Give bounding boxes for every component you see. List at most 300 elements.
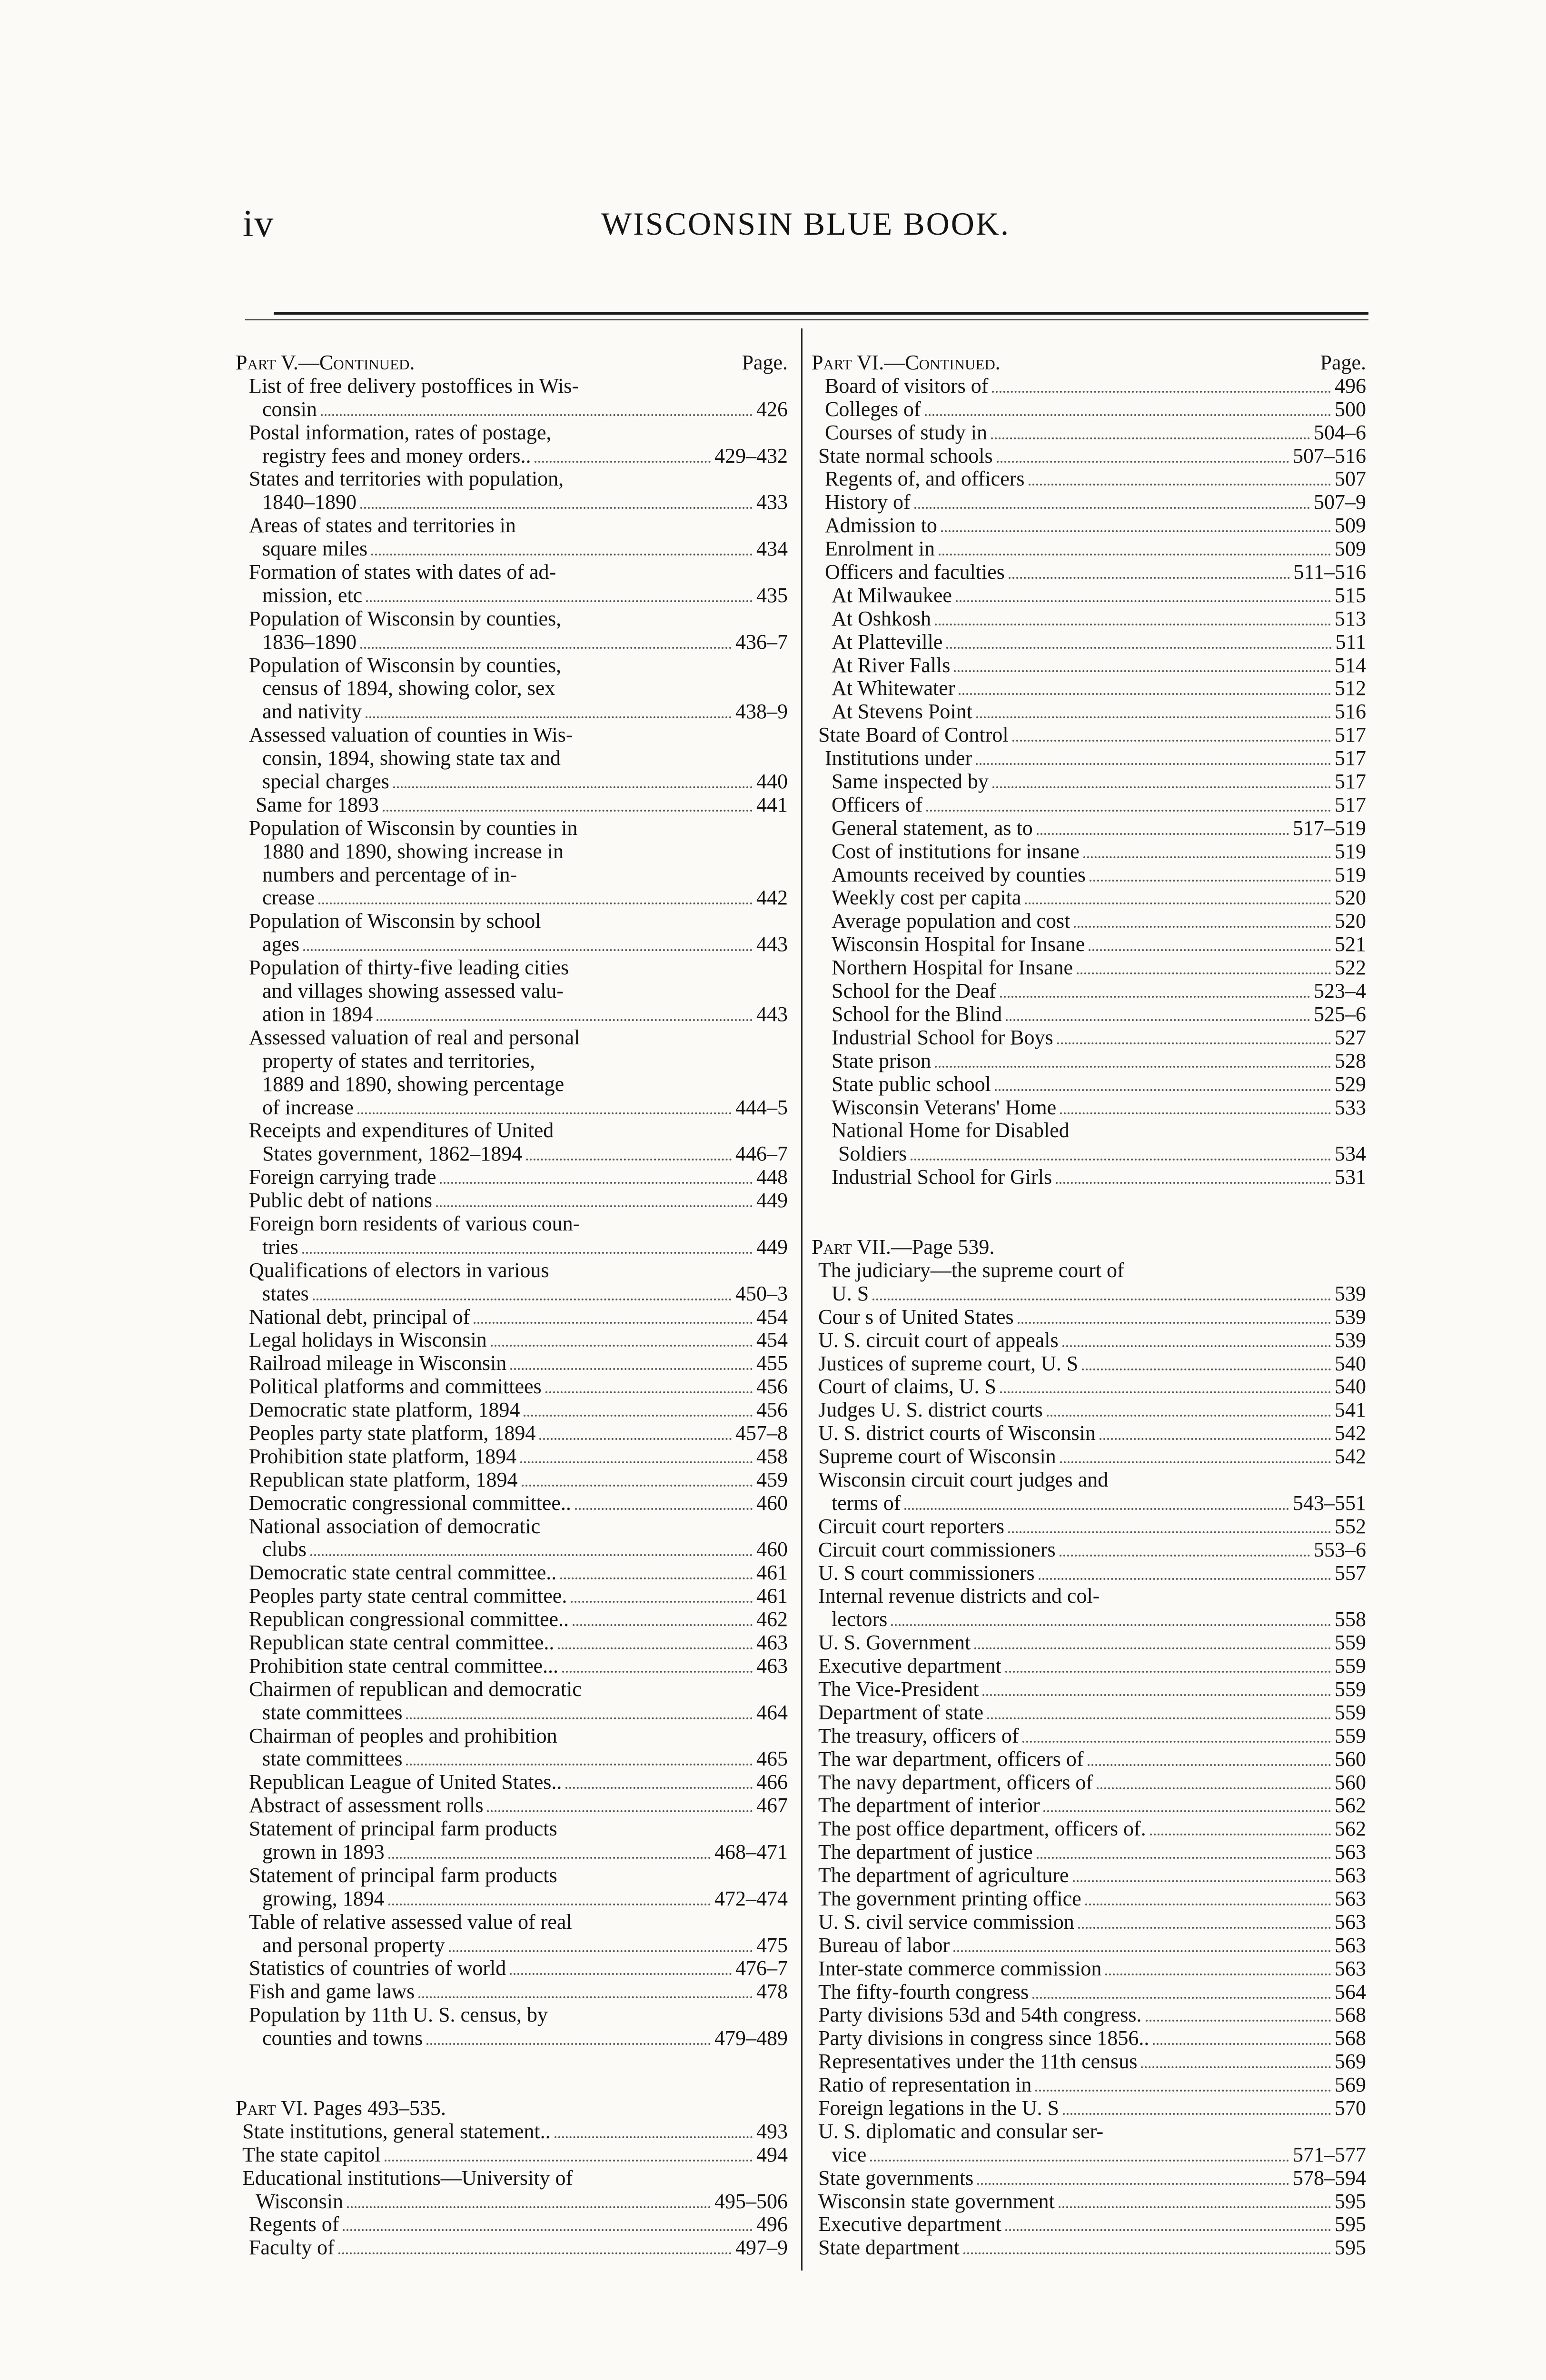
index-entry bbox=[812, 2167, 1366, 2190]
index-entry bbox=[236, 1212, 788, 1236]
entry-text: History of bbox=[825, 490, 911, 514]
page-number: 465 bbox=[756, 1747, 788, 1771]
leader-dots bbox=[1006, 1019, 1310, 1021]
index-entry bbox=[236, 1515, 788, 1538]
index-entry bbox=[812, 2027, 1366, 2050]
index-entry bbox=[236, 793, 788, 817]
entry-text: U. S. civil service commission bbox=[818, 1910, 1074, 1934]
index-entry bbox=[812, 747, 1366, 770]
page-number: 595 bbox=[1335, 2236, 1366, 2260]
entry-text: square miles bbox=[262, 537, 368, 561]
leader-dots bbox=[1039, 1578, 1331, 1580]
entry-text: Same inspected by bbox=[832, 770, 989, 793]
leader-dots bbox=[987, 1717, 1331, 1719]
page-number: 460 bbox=[756, 1537, 788, 1561]
leader-dots bbox=[1060, 1461, 1331, 1463]
page-number: 472–474 bbox=[714, 1886, 788, 1910]
index-entry bbox=[812, 1282, 1366, 1306]
leader-dots bbox=[1062, 1345, 1331, 1347]
index-entry bbox=[236, 1492, 788, 1515]
entry-text: General statement, as to bbox=[832, 816, 1033, 840]
leader-dots bbox=[449, 1950, 753, 1952]
entry-text: 1880 and 1890, showing increase in bbox=[262, 839, 564, 863]
page-number: 523–4 bbox=[1314, 979, 1366, 1003]
index-entry bbox=[812, 1352, 1366, 1376]
page-number: 426 bbox=[756, 397, 788, 421]
entry-text: Colleges of bbox=[825, 397, 921, 421]
entry-text: Board of visitors of bbox=[825, 374, 989, 397]
page-number: 455 bbox=[756, 1351, 788, 1375]
leader-dots bbox=[992, 391, 1331, 393]
leader-dots bbox=[1022, 1741, 1331, 1743]
entry-text: Statistics of countries of world bbox=[249, 1956, 506, 1980]
leader-dots bbox=[982, 1694, 1331, 1696]
page-number: 438–9 bbox=[735, 700, 788, 724]
index-entry bbox=[812, 1608, 1366, 1631]
entry-text: School for the Deaf bbox=[832, 979, 996, 1003]
leader-dots bbox=[388, 1857, 711, 1859]
entry-text: Republican state platform, 1894 bbox=[249, 1468, 518, 1491]
index-entry bbox=[236, 1934, 788, 1957]
page-number: 458 bbox=[756, 1444, 788, 1468]
leader-dots bbox=[366, 716, 732, 718]
leader-dots bbox=[1085, 1904, 1331, 1905]
page-number: 559 bbox=[1335, 1700, 1366, 1724]
page-number: 494 bbox=[756, 2142, 788, 2166]
leader-dots bbox=[388, 1904, 711, 1905]
index-entry bbox=[812, 2190, 1366, 2213]
index-entry bbox=[236, 1887, 788, 1911]
page-number: 539 bbox=[1335, 1305, 1366, 1329]
page-number: 517–519 bbox=[1293, 816, 1366, 840]
leader-dots bbox=[1057, 1042, 1331, 1044]
entry-text: Justices of supreme court, U. S bbox=[818, 1351, 1079, 1375]
index-entry bbox=[236, 1538, 788, 1561]
index-entry bbox=[812, 1515, 1366, 1538]
index-entry bbox=[236, 724, 788, 747]
leader-dots bbox=[1029, 484, 1331, 486]
part-heading: Part V.—Continued. bbox=[236, 351, 415, 374]
index-entry bbox=[236, 1259, 788, 1282]
page-number: 514 bbox=[1335, 653, 1366, 677]
index-entry bbox=[812, 1538, 1366, 1562]
entry-text: List of free delivery postoffices in Wis- bbox=[249, 374, 579, 397]
page-number: 504–6 bbox=[1314, 420, 1366, 444]
page-number: 564 bbox=[1335, 1980, 1366, 2003]
page-number: 448 bbox=[756, 1165, 788, 1189]
entry-text: Population of thirty-five leading cities bbox=[249, 956, 569, 980]
entry-text: Public debt of nations bbox=[249, 1189, 432, 1212]
entry-text: Industrial School for Girls bbox=[832, 1165, 1052, 1189]
entry-text: Foreign carrying trade bbox=[249, 1165, 436, 1189]
leader-dots bbox=[1074, 926, 1331, 928]
index-entry bbox=[236, 1957, 788, 1980]
index-column-left bbox=[236, 351, 788, 2260]
index-entry bbox=[236, 607, 788, 631]
leader-dots bbox=[393, 786, 753, 788]
entry-text: The government printing office bbox=[818, 1887, 1081, 1910]
index-entry bbox=[812, 1142, 1366, 1166]
entry-text: Soldiers bbox=[838, 1142, 907, 1166]
index-entry bbox=[812, 2003, 1366, 2027]
part-pages: Pages 493–535. bbox=[308, 2096, 446, 2120]
leader-dots bbox=[1089, 949, 1331, 951]
index-entry bbox=[236, 1119, 788, 1142]
entry-text: Democratic congressional committee.. bbox=[249, 1491, 571, 1515]
index-entry bbox=[236, 747, 788, 770]
leader-dots bbox=[974, 1647, 1331, 1649]
index-entry bbox=[236, 1352, 788, 1375]
index-entry bbox=[812, 1259, 1366, 1282]
entry-text: States and territories with population, bbox=[249, 467, 564, 491]
index-entry bbox=[236, 1026, 788, 1050]
page-number: 525–6 bbox=[1314, 1002, 1366, 1026]
page-number: 454 bbox=[756, 1305, 788, 1329]
page-number: 571–577 bbox=[1293, 2142, 1366, 2166]
page-number: 456 bbox=[756, 1375, 788, 1398]
leader-dots bbox=[383, 810, 753, 812]
index-entry bbox=[236, 2143, 788, 2167]
index-entry bbox=[812, 445, 1366, 468]
index-entry bbox=[236, 561, 788, 584]
leader-dots bbox=[321, 414, 753, 416]
page-number: 559 bbox=[1335, 1654, 1366, 1678]
page-number: 563 bbox=[1335, 1840, 1366, 1864]
index-entry bbox=[236, 863, 788, 887]
page-number: 531 bbox=[1335, 1165, 1366, 1189]
entry-text: At Oshkosh bbox=[832, 606, 932, 630]
entry-text: States government, 1862–1894 bbox=[262, 1142, 523, 1166]
index-entry bbox=[812, 1957, 1366, 1981]
leader-dots bbox=[343, 2229, 753, 2231]
entry-text: Democratic state platform, 1894 bbox=[249, 1398, 520, 1422]
entry-text: Executive department bbox=[818, 2212, 1001, 2236]
entry-text: Weekly cost per capita bbox=[832, 886, 1021, 910]
part-label: Part VII. bbox=[812, 1235, 891, 1259]
index-entry bbox=[812, 2120, 1366, 2143]
index-entry bbox=[236, 1003, 788, 1026]
leader-dots bbox=[360, 647, 732, 649]
index-entry bbox=[812, 654, 1366, 677]
index-entry bbox=[236, 1166, 788, 1189]
leader-dots bbox=[946, 647, 1331, 649]
entry-text: Representatives under the 11th census bbox=[818, 2050, 1138, 2073]
leader-dots bbox=[1037, 833, 1289, 835]
index-entry bbox=[812, 1585, 1366, 1608]
entry-text: Industrial School for Boys bbox=[832, 1025, 1053, 1049]
index-entry bbox=[236, 980, 788, 1003]
page-number: 459 bbox=[756, 1468, 788, 1491]
entry-text: National Home for Disabled bbox=[832, 1119, 1070, 1142]
entry-text: Democratic state central committee.. bbox=[249, 1561, 557, 1585]
entry-text: The fifty-fourth congress bbox=[818, 1980, 1029, 2003]
page-column-label: Page. bbox=[742, 351, 788, 374]
page-number: 442 bbox=[756, 886, 788, 910]
entry-text: Chairmen of republican and democratic bbox=[249, 1677, 582, 1701]
entry-text: of increase bbox=[262, 1095, 354, 1119]
index-entry bbox=[236, 421, 788, 445]
leader-dots bbox=[963, 2252, 1331, 2254]
leader-dots bbox=[526, 1159, 732, 1160]
page-number: 528 bbox=[1335, 1049, 1366, 1072]
entry-text: Railroad mileage in Wisconsin bbox=[249, 1351, 507, 1375]
entry-text: Cour s of United States bbox=[818, 1305, 1014, 1329]
entry-text: Internal revenue districts and col- bbox=[818, 1584, 1100, 1608]
index-entry bbox=[812, 631, 1366, 654]
entry-text: and villages showing assessed valu- bbox=[262, 979, 564, 1003]
entry-text: and nativity bbox=[262, 700, 362, 724]
index-entry bbox=[236, 398, 788, 421]
entry-text: National debt, principal of bbox=[249, 1305, 470, 1329]
leader-dots bbox=[524, 1415, 753, 1417]
index-entry bbox=[236, 1189, 788, 1212]
index-entry bbox=[812, 770, 1366, 793]
index-entry bbox=[812, 1678, 1366, 1701]
entry-text: Court of claims, U. S bbox=[818, 1375, 996, 1398]
entry-text: Party divisions in congress since 1856.. bbox=[818, 2026, 1150, 2050]
index-entry bbox=[812, 1026, 1366, 1050]
index-entry bbox=[812, 1003, 1366, 1026]
page-number: 568 bbox=[1335, 2003, 1366, 2027]
entry-text: The treasury, officers of bbox=[818, 1724, 1019, 1747]
entry-text: Areas of states and territories in bbox=[249, 514, 516, 537]
index-entry bbox=[236, 1841, 788, 1864]
leader-dots bbox=[520, 1461, 753, 1463]
entry-text: Department of state bbox=[818, 1700, 983, 1724]
leader-dots bbox=[426, 2043, 711, 2045]
index-entry bbox=[236, 1864, 788, 1887]
page-folio: iv bbox=[243, 203, 275, 245]
index-entry bbox=[236, 1678, 788, 1701]
page-number: 595 bbox=[1335, 2189, 1366, 2213]
leader-dots bbox=[891, 1624, 1331, 1626]
index-entry bbox=[812, 1934, 1366, 1957]
header-rule-thick bbox=[274, 312, 1368, 315]
entry-text: Wisconsin state government bbox=[818, 2189, 1055, 2213]
leader-dots bbox=[1153, 2043, 1331, 2045]
entry-text: numbers and percentage of in- bbox=[262, 863, 517, 886]
part-heading bbox=[236, 2097, 788, 2120]
page-number: 466 bbox=[756, 1770, 788, 1794]
index-entry bbox=[812, 724, 1366, 747]
index-entry bbox=[812, 886, 1366, 910]
index-entry bbox=[812, 1445, 1366, 1468]
page-number: 570 bbox=[1335, 2096, 1366, 2120]
page-number: 562 bbox=[1335, 1817, 1366, 1841]
leader-dots bbox=[1035, 2090, 1331, 2092]
entry-text: terms of bbox=[832, 1491, 901, 1515]
index-entry bbox=[812, 1166, 1366, 1189]
leader-dots bbox=[1008, 1531, 1331, 1533]
page-number: 461 bbox=[756, 1584, 788, 1608]
leader-dots bbox=[510, 1973, 732, 1975]
index-entry bbox=[812, 421, 1366, 445]
entry-text: 1889 and 1890, showing percentage bbox=[262, 1072, 565, 1096]
index-entry bbox=[812, 980, 1366, 1003]
index-entry bbox=[236, 1794, 788, 1817]
page-number: 456 bbox=[756, 1398, 788, 1422]
entry-text: Wisconsin circuit court judges and bbox=[818, 1468, 1109, 1491]
entry-text: special charges bbox=[262, 770, 389, 793]
leader-dots bbox=[1090, 880, 1331, 882]
entry-text: The department of justice bbox=[818, 1840, 1033, 1864]
leader-dots bbox=[1100, 1438, 1331, 1440]
index-entry bbox=[236, 584, 788, 607]
entry-text: Northern Hospital for Insane bbox=[832, 956, 1073, 980]
index-entry bbox=[812, 375, 1366, 398]
leader-dots bbox=[954, 670, 1331, 672]
entry-text: Table of relative assessed value of real bbox=[249, 1910, 572, 1934]
entry-text: states bbox=[262, 1281, 309, 1305]
entry-text: Officers of bbox=[832, 793, 922, 816]
page-number: 436–7 bbox=[735, 630, 788, 654]
index-entry bbox=[812, 561, 1366, 584]
column-divider bbox=[801, 328, 803, 2271]
index-entry bbox=[812, 607, 1366, 631]
page-number: 467 bbox=[756, 1794, 788, 1817]
page-number: 463 bbox=[756, 1630, 788, 1654]
entry-text: U. S. Government bbox=[818, 1631, 971, 1655]
page-number: 559 bbox=[1335, 1724, 1366, 1747]
entry-text: Educational institutions—University of bbox=[242, 2166, 573, 2190]
page-number: 464 bbox=[756, 1700, 788, 1724]
page-number: 507–9 bbox=[1314, 490, 1366, 514]
index-entry bbox=[236, 1445, 788, 1468]
entry-text: The navy department, officers of bbox=[818, 1770, 1093, 1794]
index-entry bbox=[812, 398, 1366, 421]
index-column-right bbox=[812, 351, 1366, 2260]
page-number: 519 bbox=[1335, 863, 1366, 886]
index-entry bbox=[812, 1073, 1366, 1096]
part-label: Part VI. bbox=[236, 2096, 308, 2120]
page-number: 529 bbox=[1335, 1072, 1366, 1096]
page-number: 450–3 bbox=[735, 1281, 788, 1305]
index-entry bbox=[236, 770, 788, 793]
entry-text: Same for 1893 bbox=[256, 793, 379, 816]
continued-heading bbox=[812, 351, 1366, 375]
page-number: 522 bbox=[1335, 956, 1366, 980]
entry-text: Courses of study in bbox=[825, 420, 987, 444]
index-entry bbox=[236, 1655, 788, 1678]
leader-dots bbox=[1078, 1927, 1331, 1929]
leader-dots bbox=[1005, 2229, 1331, 2231]
page-number: 557 bbox=[1335, 1561, 1366, 1585]
entry-text: Republican League of United States.. bbox=[249, 1770, 562, 1794]
page-number: 440 bbox=[756, 770, 788, 793]
page-number: 444–5 bbox=[735, 1095, 788, 1119]
index-entry bbox=[812, 1655, 1366, 1678]
entry-text: counties and towns bbox=[262, 2026, 423, 2050]
leader-dots bbox=[338, 2252, 732, 2254]
index-entry bbox=[236, 886, 788, 910]
index-entry bbox=[236, 1468, 788, 1492]
index-entry bbox=[236, 631, 788, 654]
page-number: 595 bbox=[1335, 2212, 1366, 2236]
page-number: 512 bbox=[1335, 676, 1366, 700]
index-entry bbox=[236, 1608, 788, 1631]
index-entry bbox=[236, 1631, 788, 1655]
leader-dots bbox=[1088, 1764, 1331, 1766]
entry-text: Postal information, rates of postage, bbox=[249, 420, 552, 444]
index-entry bbox=[812, 1817, 1366, 1841]
leader-dots bbox=[914, 507, 1310, 509]
page-number: 540 bbox=[1335, 1351, 1366, 1375]
leader-dots bbox=[1146, 2020, 1331, 2022]
index-entry bbox=[812, 467, 1366, 491]
entry-text: clubs bbox=[262, 1537, 307, 1561]
entry-text: Admission to bbox=[825, 514, 937, 537]
page-number: 435 bbox=[756, 583, 788, 607]
running-head bbox=[243, 202, 1368, 245]
index-entry bbox=[236, 1073, 788, 1096]
leader-dots bbox=[1060, 1555, 1310, 1557]
leader-dots bbox=[406, 1764, 753, 1765]
entry-text: The war department, officers of bbox=[818, 1747, 1084, 1771]
page-number: 563 bbox=[1335, 1887, 1366, 1910]
section-spacer bbox=[236, 2050, 788, 2097]
entry-text: Formation of states with dates of ad- bbox=[249, 560, 556, 584]
leader-dots bbox=[935, 1066, 1331, 1068]
entry-text: State governments bbox=[818, 2166, 974, 2190]
leader-dots bbox=[436, 1205, 753, 1207]
page-number: 443 bbox=[756, 932, 788, 956]
page-number: 457–8 bbox=[735, 1421, 788, 1445]
index-entry bbox=[812, 584, 1366, 607]
leader-dots bbox=[1059, 2206, 1331, 2208]
entry-text: State public school bbox=[832, 1072, 991, 1096]
index-entry bbox=[236, 1096, 788, 1120]
entry-text: Republican congressional committee.. bbox=[249, 1607, 569, 1631]
entry-text: state committees bbox=[262, 1700, 403, 1724]
index-entry bbox=[236, 1747, 788, 1771]
page-number: 542 bbox=[1335, 1421, 1366, 1445]
page-number: 517 bbox=[1335, 793, 1366, 816]
page-number: 441 bbox=[756, 793, 788, 816]
leader-dots bbox=[1000, 996, 1310, 998]
entry-text: Enrolment in bbox=[825, 537, 935, 561]
entry-text: Average population and cost bbox=[832, 909, 1070, 933]
entry-text: Party divisions 53d and 54th congress. bbox=[818, 2003, 1142, 2027]
continued-heading bbox=[236, 351, 788, 375]
leader-dots bbox=[992, 786, 1331, 788]
entry-text: Abstract of assessment rolls bbox=[249, 1794, 484, 1817]
index-entry bbox=[236, 1050, 788, 1073]
page-number: 462 bbox=[756, 1607, 788, 1631]
index-entry bbox=[812, 793, 1366, 817]
page-number: 539 bbox=[1335, 1328, 1366, 1352]
leader-dots bbox=[357, 1112, 732, 1114]
leader-dots bbox=[870, 2160, 1289, 2162]
page-number: 497–9 bbox=[735, 2236, 788, 2260]
entry-text: Inter-state commerce commission bbox=[818, 1956, 1102, 1980]
page-number: 520 bbox=[1335, 909, 1366, 933]
leader-dots bbox=[925, 414, 1331, 416]
leader-dots bbox=[562, 1671, 753, 1673]
entry-text: Assessed valuation of real and personal bbox=[249, 1025, 580, 1049]
leader-dots bbox=[313, 1299, 732, 1300]
index-entry bbox=[236, 1236, 788, 1259]
index-entry bbox=[236, 375, 788, 398]
entry-text: Statement of principal farm products bbox=[249, 1863, 557, 1887]
entry-text: consin, 1894, showing state tax and bbox=[262, 746, 561, 770]
section-spacer bbox=[812, 1189, 1366, 1236]
index-entry bbox=[236, 1375, 788, 1398]
entry-text: ages bbox=[262, 932, 300, 956]
leader-dots bbox=[976, 763, 1331, 765]
page-number: 509 bbox=[1335, 537, 1366, 561]
page-number: 517 bbox=[1335, 770, 1366, 793]
entry-text: 1840–1890 bbox=[262, 490, 357, 514]
